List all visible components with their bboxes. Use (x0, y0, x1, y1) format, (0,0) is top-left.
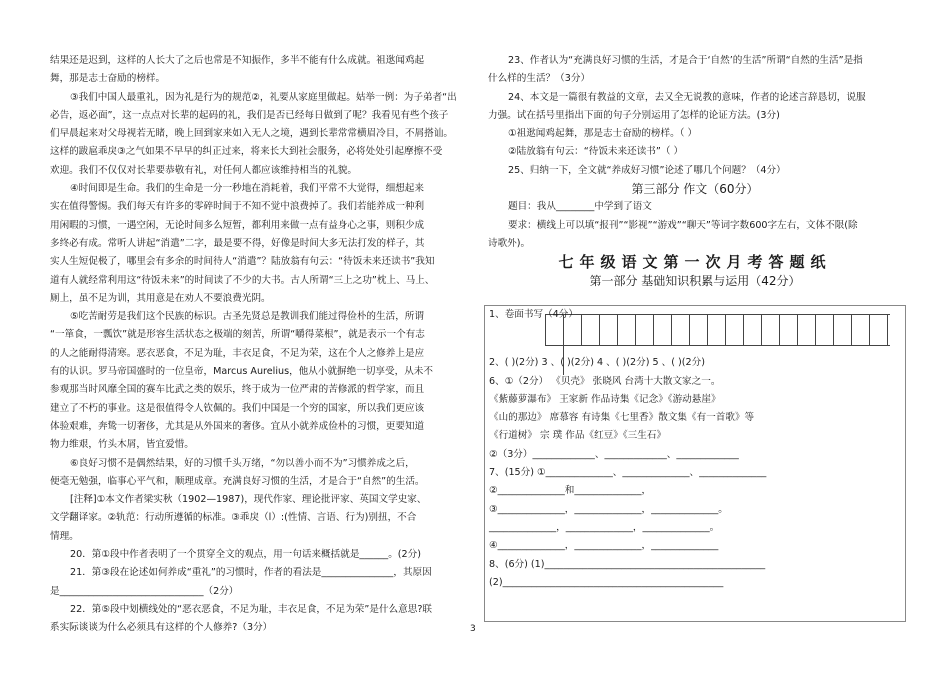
answer-line-9: ②______________和______________， (489, 485, 652, 497)
answer-line-14: (2)______________________________________________ (489, 576, 724, 588)
left-line-16: 的人之能耐得清寒。恶衣恶食，不足为耻，丰衣足食，不足为荣，这在个人之修养上是应 (50, 347, 425, 359)
left-column (50, 52, 470, 638)
left-line-6: 欢迎。我们不仅仅对长辈要恭敬有礼，对任何人都应该维持相当的礼貌。 (50, 164, 357, 176)
left-line-29: 是______________________________（2分） (50, 585, 239, 597)
answer-line-12: ④______________，______________，______________ (489, 540, 719, 552)
right_top-line-4: ①祖逖闻鸡起舞，那是志士奋励的榜样。（ ） (508, 128, 698, 140)
answer-line-6: 《行道树》 宗 璞 作品《红豆》《三生石》 (489, 430, 667, 442)
left-line-8: 实在值得警惕。我们每天有许多的零碎时间于不知不觉中浪费掉了。我们若能养成一种利 (50, 201, 425, 213)
left-line-10: 多终必有成。常听人讲起“消遣”二字，最是要不得，好像是时间大多无法打发的样子，其 (50, 237, 425, 249)
left-line-0: 结果还是迟到，这样的人长大了之后也常是不知振作，多半不能有什么成就。祖逖闻鸡起 (50, 55, 425, 66)
left-line-20: 体验艰难，奔鸷一切奢侈，尤其是从外国来的奢侈。宜从小就养成俭朴的习惯，更要知道 (50, 420, 425, 432)
right_top-line-6: 25、归纳一下，全文就“养成好习惯”论述了哪几个问题？（4分） (508, 164, 786, 176)
answer-line-0: 1、卷面书写（4分） (489, 309, 578, 320)
left-line-3: 必告，返必面”，这一点点对长辈的起码的礼，我们是否已经每日做到了呢？我看见有些个孩子 (50, 109, 449, 121)
answer-line-13: 8、(6分) (1)______________________________________________ (489, 558, 766, 570)
left-line-2: ③我们中国人最重礼，因为礼是行为的规范②，礼要从家庭里做起。姑举一例：为子弟者“出 (70, 91, 457, 103)
left-line-26: 情理。 (50, 530, 79, 542)
left-line-30: 22．第⑤段中划横线处的“恶衣恶食，不足为耻，丰衣足食，不足为荣”是什么意思?联 (70, 603, 433, 615)
answer-line-10: ③______________，______________，______________。 (489, 503, 728, 515)
right_top-line-2: 24、本文是一篇很有教益的文章，去又全无说教的意味，作者的论述言辞恳切，说服 (508, 91, 866, 103)
grid-cell (870, 315, 888, 345)
right_top-line-0: 23、作者认为“充满良好习惯的生活，才是合于‘自然’的生活”所谓“自然的生活”是指 (508, 55, 863, 66)
answer-line-11: ______________，______________，______________。 (489, 521, 720, 533)
left-line-1: 舞，那是志士奋励的榜样。 (50, 73, 166, 85)
answer-line-8: 7、(15分) ①______________、______________、______________ (489, 467, 767, 479)
left-line-25: 文学翻译家。②轨范：行动所遵循的标准。③乖戾（l）:(性情、言语、行为)别扭，不合 (50, 512, 417, 524)
left-line-4: 们早晨起来对父母视若无睹，晚上回到家来如入无人之境，遇到长辈常常横眉冷目，不屑搭讪。 (50, 128, 453, 140)
right_top-line-1: 什么样的生活？（3分） (488, 73, 591, 85)
left-line-18: 参观那当时风靡全国的赛车比武之类的娱乐，终于成为一位严肃的苦修派的哲学家，而且 (50, 384, 425, 396)
part1-title: 第一部分 基础知识积累与运用（42分） (589, 273, 801, 288)
left-line-31: 系实际谈谈为什么必须具有这样的个人修养?（3分） (50, 622, 273, 634)
left-line-7: ④时间即是生命。我们的生命是一分一秒地在消耗着，我们平常不大觉得，细想起来 (70, 183, 424, 195)
left-line-11: 实人生短促极了，哪里会有多余的时间待人“消遣”？陆放翁有句云：“待饭未来还读书”我知 (50, 256, 435, 268)
answer-lines (485, 306, 766, 592)
answer-line-3: 6、①（2分） 《贝壳》 张晓风 台湾十大散文家之一。 (489, 375, 721, 387)
answer-sheet-title: 七年级语文第一次月考答题纸 (558, 253, 832, 272)
right-column (488, 52, 902, 290)
left-line-14: ⑤吃苦耐劳是我们这个民族的标识。古圣先贤总是教训我们能过得俭朴的生活，所谓 (70, 311, 424, 323)
essay-req-1: 要求：横线上可以填“报刊”“影视”“游戏”“聊天”等词字数600字左右，文体不限(除 (508, 219, 858, 231)
grid-cell (798, 315, 816, 345)
left-line-13: 厕上，虽不足为训，其用意是在劝人不要浪费光阴。 (50, 292, 271, 304)
left-line-12: 道有人就经常利用这“待饭未来”的时间读了不少的大书。古人所谓“三上之功”枕上、马上、 (50, 274, 435, 286)
left-line-21: 物力维艰，竹头木屑，皆宜爱惜。 (50, 439, 194, 451)
answer-line-4: 《紫藤萝瀑布》 王家新 作品诗集《记念》《游动悬崖》 (489, 393, 721, 405)
left-line-24: [注释]①本文作者梁实秋（1902—1987)，现代作家、理论批评家、英国文学史家、 (70, 494, 427, 506)
right_top-line-5: ②陆放翁有句云：“待饭未来还读书”（ ） (508, 146, 684, 158)
answer-box (484, 305, 906, 622)
left-line-23: 便毫无勉强，临事心平气和，顺理成章。充满良好习惯的生活，才是合于“自然”的生活。 (50, 475, 425, 487)
left-line-28: 21．第③段在论述如何养成“重礼”的习惯时，作者的看法是_______________，其原因 (70, 567, 432, 579)
left-line-19: 建立了不朽的事业。这是很值得令人钦佩的。我们中国是一个穷的国家，所以我们更应该 (50, 402, 425, 414)
grid-cell (780, 315, 798, 345)
right_top-line-3: 力强。试在括号里指出下面的句子分别运用了怎样的论证方法。(3分) (488, 109, 780, 121)
left-line-5: 这样的跋扈乖戾③之气如果不早早的纠正过来，将来长大到社会服务，必将处处引起摩擦不受 (50, 146, 443, 158)
answer-line-5: 《山的那边》 席慕容 有诗集《七里香》散文集《有一首歌》等 (489, 412, 755, 424)
page-number: 3 (470, 624, 476, 634)
essay-req-2: 诗歌外)。 (488, 237, 531, 249)
left-line-17: 有的认识。罗马帝国盛时的一位皇帝，Marcus Aurelius，他从小就摒绝一切享受，从未不 (50, 366, 433, 378)
essay-topic: 题目：我从________中学到了语文 (508, 201, 652, 213)
grid-cell (852, 315, 870, 345)
grid-cell (816, 315, 834, 345)
left-line-22: ⑥良好习惯不是偶然结果，好的习惯千头万绪，“勿以善小而不为”习惯养成之后， (70, 457, 415, 469)
answer-line-1 (485, 324, 766, 354)
answer-line-7: ②（3分）_____________、_____________、_____________ (489, 448, 739, 460)
left-line-15: “一箪食，一瓢饮”就是形容生活状态之极端的刻苦，所谓“嚼得菜根”，就是表示一个有志 (50, 329, 425, 341)
left-line-9: 用闲暇的习惯，一遇空闲，无论时间多么短暂，都利用来做一点有益身心之事，则积少成 (50, 219, 425, 231)
answer-line-2: 2、( )(2分) 3 、( )(2分) 4 、( )(2分) 5 、( )(2分) (489, 357, 705, 369)
grid-cell (834, 315, 852, 345)
part3-title: 第三部分 作文（60分） (631, 182, 759, 197)
left-line-27: 20．第①段中作者表明了一个贯穿全文的观点，用一句话来概括就是______。(2分) (70, 549, 421, 561)
